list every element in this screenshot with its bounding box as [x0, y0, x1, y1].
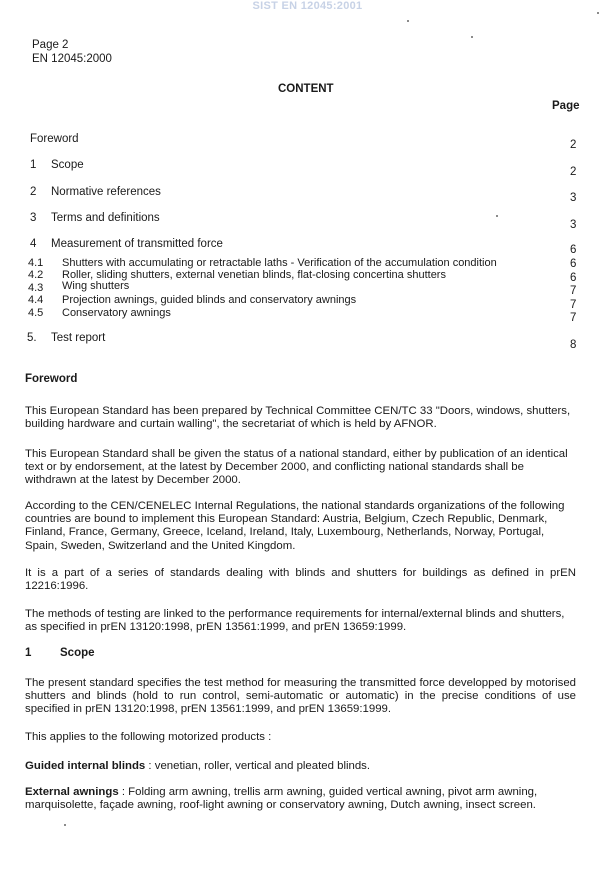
toc-entry-num: 4.5	[28, 307, 44, 319]
toc-entry-page: 7	[570, 299, 577, 311]
toc-entry-num: 5.	[27, 332, 37, 344]
toc-entry-page: 2	[570, 139, 577, 151]
toc-entry-num: 4.3	[28, 282, 44, 294]
foreword-paragraph: This European Standard shall be given the status of a national standard, either by publication of an identical text or by endorsement, at the latest by December 2000, and conflicting national standards shall be withdrawn at the latest by December 2000.	[25, 448, 568, 487]
scope-paragraph: This applies to the following motorized products :	[25, 731, 272, 743]
standard-id: EN 12045:2000	[32, 53, 112, 65]
toc-entry-num: 1	[30, 159, 37, 171]
toc-entry-title: Normative references	[51, 186, 161, 198]
toc-entry-title: Wing shutters	[62, 280, 130, 292]
toc-entry-page: 6	[570, 244, 577, 256]
toc-entry-page: 7	[570, 285, 577, 297]
scan-speck	[471, 36, 473, 38]
toc-entry-num: 2	[30, 186, 37, 198]
toc-entry-num: 4.1	[28, 257, 44, 269]
scan-speck	[407, 20, 409, 22]
toc-entry-title: Foreword	[30, 133, 79, 145]
foreword-heading: Foreword	[25, 373, 78, 385]
external-awnings-label: External awnings	[25, 786, 119, 798]
external-awnings-line	[25, 786, 576, 812]
toc-entry-title: Roller, sliding shutters, external venetian blinds, flat-closing concertina shutters	[62, 269, 446, 281]
scan-speck	[496, 215, 498, 217]
toc-entry-title: Test report	[51, 332, 106, 344]
guided-blinds-text: : venetian, roller, vertical and pleated blinds.	[145, 760, 371, 772]
toc-entry-page: 7	[570, 312, 577, 324]
scan-speck	[597, 12, 599, 14]
toc-entry-title: Projection awnings, guided blinds and conservatory awnings	[62, 294, 357, 306]
toc-entry-page: 6	[570, 272, 577, 284]
page-number: Page 2	[32, 39, 69, 51]
toc-page-heading: Page	[552, 100, 580, 112]
scope-number: 1	[25, 647, 32, 659]
foreword-paragraph: According to the CEN/CENELEC Internal Regulations, the national standards organizations of the following countries are bound to implement this European Standard: Austria, Belgium, Czech Republic, Denmark, Finland, France, Germany, Greece, Iceland, Ireland, Italy, Luxembourg, Netherlands, Norway, Portugal, Spain, Sweden, Switzerland and the United Kingdom.	[25, 500, 565, 552]
toc-title: CONTENT	[278, 83, 334, 95]
scan-speck	[64, 824, 66, 826]
toc-entry-page: 8	[570, 339, 577, 351]
toc-entry-title: Shutters with accumulating or retractable laths - Verification of the accumulation condition	[62, 257, 497, 269]
toc-entry-num: 3	[30, 212, 37, 224]
external-awnings-text: : Folding arm awning, trellis arm awning, guided vertical awning, pivot arm awning, marquisolette, façade awning, roof-light awning or conservatory awning, Dutch awning, insect screen.	[25, 786, 538, 812]
foreword-paragraph: It is a part of a series of standards dealing with blinds and shutters for buildings as defined in prEN 12216:1996.	[25, 567, 576, 593]
toc-entry-page: 2	[570, 166, 577, 178]
foreword-paragraph: The methods of testing are linked to the performance requirements for internal/external blinds and shutters, as specified in prEN 13120:1998, prEN 13561:1999, and prEN 13659:1999.	[25, 608, 565, 634]
toc-entry-num: 4.2	[28, 269, 44, 281]
toc-entry-page: 3	[570, 192, 577, 204]
toc-entry-title: Measurement of transmitted force	[51, 238, 223, 250]
toc-entry-num: 4	[30, 238, 37, 250]
toc-entry-title: Terms and definitions	[51, 212, 160, 224]
toc-entry-title: Scope	[51, 159, 84, 171]
guided-blinds-label: Guided internal blinds	[25, 760, 146, 772]
toc-entry-page: 6	[570, 258, 577, 270]
toc-entry-title: Conservatory awnings	[62, 307, 171, 319]
foreword-paragraph: This European Standard has been prepared by Technical Committee CEN/TC 33 "Doors, windows, shutters, building hardware and curtain walling", the secretariat of which is held by AFNOR.	[25, 405, 571, 431]
scope-paragraph: The present standard specifies the test method for measuring the transmitted force developped by motorised shutters and blinds (hold to run control, semi-automatic or automatic) in the precise conditions of use specified in prEN 13120:1998, prEN 13561:1999, and prEN 13659:1999.	[25, 677, 576, 716]
scope-heading: Scope	[60, 647, 95, 659]
toc-entry-num: 4.4	[28, 294, 44, 306]
guided-blinds-line	[25, 760, 576, 773]
watermark: SIST EN 12045:2001	[252, 0, 363, 12]
toc-entry-page: 3	[570, 219, 577, 231]
